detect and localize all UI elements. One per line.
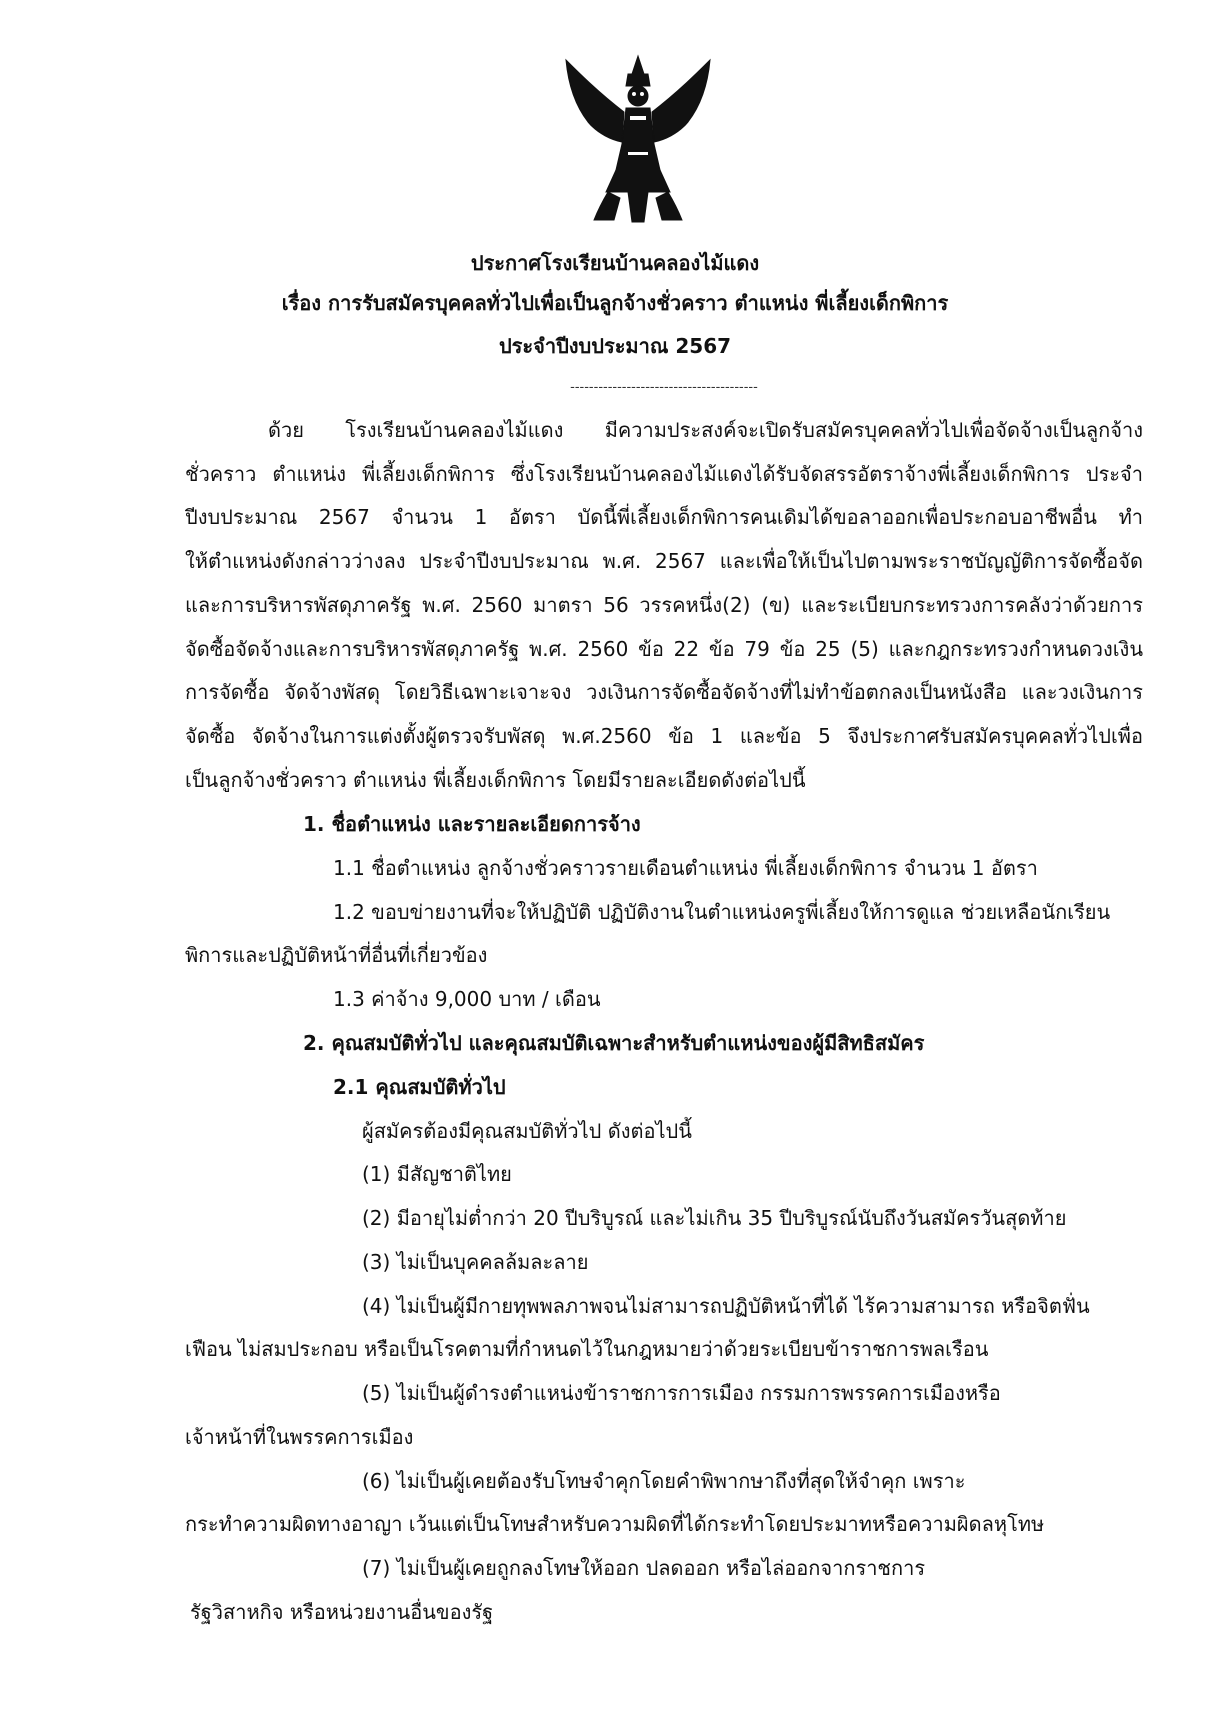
- section-2-1-heading: 2.1 คุณสมบัติทั่วไป: [333, 1075, 506, 1099]
- qualification-item: (7) ไม่เป็นผู้เคยถูกลงโทษให้ออก ปลดออก หรือไล่ออกจากราชการ: [362, 1556, 926, 1580]
- qualification-item: (5) ไม่เป็นผู้ดำรงตำแหน่งข้าราชการการเมือง กรรมการพรรคการเมืองหรือ: [362, 1381, 1001, 1405]
- intro-line: ด้วย โรงเรียนบ้านคลองไม้แดง มีความประสงค์จะเปิดรับสมัครบุคคลทั่วไปเพื่อจัดจ้างเป็นลูกจ้าง: [268, 418, 1143, 442]
- intro-line: ให้ตำแหน่งดังกล่าวว่างลง ประจำปีงบประมาณ พ.ศ. 2567 และเพื่อให้เป็นไปตามพระราชบัญญัติการจัดซื้อจัด: [185, 549, 1143, 573]
- item-1-1: 1.1 ชื่อตำแหน่ง ลูกจ้างชั่วคราวรายเดือนตำแหน่ง พี่เลี้ยงเด็กพิการ จำนวน 1 อัตรา: [333, 856, 1038, 880]
- intro-line: จัดซื้อจัดจ้างและการบริหารพัสดุภาครัฐ พ.ศ. 2560 ข้อ 22 ข้อ 79 ข้อ 25 (5) และกฎกระทรวงกำหนดวงเงิน: [185, 637, 1143, 661]
- garuda-emblem: [558, 52, 718, 227]
- intro-line: จัดซื้อ จัดจ้างในการแต่งตั้งผู้ตรวจรับพัสดุ พ.ศ.2560 ข้อ 1 และข้อ 5 จึงประกาศรับสมัครบุคคลทั่วไปเพื่อ: [185, 724, 1143, 748]
- intro-line: เป็นลูกจ้างชั่วคราว ตำแหน่ง พี่เลี้ยงเด็กพิการ โดยมีรายละเอียดดังต่อไปนี้: [185, 768, 806, 792]
- intro-line: และการบริหารพัสดุภาครัฐ พ.ศ. 2560 มาตรา 56 วรรคหนึ่ง(2) (ข) และระเบียบกระทรวงการคลังว่าด้วยการ: [185, 593, 1143, 617]
- announcement-subject: เรื่อง การรับสมัครบุคคลทั่วไปเพื่อเป็นลูกจ้างชั่วคราว ตำแหน่ง พี่เลี้ยงเด็กพิการ: [281, 291, 949, 315]
- qualification-lead: ผู้สมัครต้องมีคุณสมบัติทั่วไป ดังต่อไปนี้: [362, 1119, 692, 1143]
- intro-line: ปีงบประมาณ 2567 จำนวน 1 อัตรา บัดนี้พี่เลี้ยงเด็กพิการคนเดิมได้ขอลาออกเพื่อประกอบอาชีพอื่น ทำ: [185, 505, 1143, 529]
- item-1-3: 1.3 ค่าจ้าง 9,000 บาท / เดือน: [333, 987, 601, 1011]
- item-1-2: 1.2 ขอบข่ายงานที่จะให้ปฏิบัติ ปฏิบัติงานในตำแหน่งครูพี่เลี้ยงให้การดูแล ช่วยเหลือนักเรียน: [333, 900, 1111, 924]
- section-1-heading: 1. ชื่อตำแหน่ง และรายละเอียดการจ้าง: [303, 812, 641, 836]
- qualification-item-continued: กระทำความผิดทางอาญา เว้นแต่เป็นโทษสำหรับความผิดที่ได้กระทำโดยประมาทหรือความผิดลหุโทษ: [185, 1512, 1045, 1536]
- qualification-item: (6) ไม่เป็นผู้เคยต้องรับโทษจำคุกโดยคำพิพากษาถึงที่สุดให้จำคุก เพราะ: [362, 1469, 966, 1493]
- separator-line: ----------------------------------------: [570, 380, 758, 395]
- qualification-item-continued: เฟือน ไม่สมประกอบ หรือเป็นโรคตามที่กำหนดไว้ในกฎหมายว่าด้วยระเบียบข้าราชการพลเรือน: [185, 1337, 989, 1361]
- qualification-item: (2) มีอายุไม่ต่ำกว่า 20 ปีบริบูรณ์ และไม่เกิน 35 ปีบริบูรณ์นับถึงวันสมัครวันสุดท้าย: [362, 1206, 1067, 1230]
- intro-line: ชั่วคราว ตำแหน่ง พี่เลี้ยงเด็กพิการ ซึ่งโรงเรียนบ้านคลองไม้แดงได้รับจัดสรรอัตราจ้างพี่เลี้ยงเด็กพิการ ประจำ: [185, 462, 1143, 486]
- qualification-item-continued: เจ้าหน้าที่ในพรรคการเมือง: [185, 1425, 414, 1449]
- qualification-item: (3) ไม่เป็นบุคคลล้มละลาย: [362, 1250, 589, 1274]
- item-1-2-continued: พิการและปฏิบัติหน้าที่อื่นที่เกี่ยวข้อง: [185, 943, 488, 967]
- fiscal-year-line: ประจำปีงบประมาณ 2567: [498, 334, 732, 358]
- qualification-item: (4) ไม่เป็นผู้มีกายทุพพลภาพจนไม่สามารถปฏิบัติหน้าที่ได้ ไร้ความสามารถ หรือจิตฟั่น: [362, 1294, 1090, 1318]
- qualification-item: (1) มีสัญชาติไทย: [362, 1162, 512, 1186]
- qualification-item-continued: รัฐวิสาหกิจ หรือหน่วยงานอื่นของรัฐ: [190, 1600, 494, 1624]
- section-2-heading: 2. คุณสมบัติทั่วไป และคุณสมบัติเฉพาะสำหรับตำแหน่งของผู้มีสิทธิสมัคร: [303, 1031, 925, 1055]
- intro-line: การจัดซื้อ จัดจ้างพัสดุ โดยวิธีเฉพาะเจาะจง วงเงินการจัดซื้อจัดจ้างที่ไม่ทำข้อตกลงเป็นหนังสือ และวงเงินการ: [185, 680, 1143, 704]
- announcement-title: ประกาศโรงเรียนบ้านคลองไม้แดง: [470, 251, 760, 275]
